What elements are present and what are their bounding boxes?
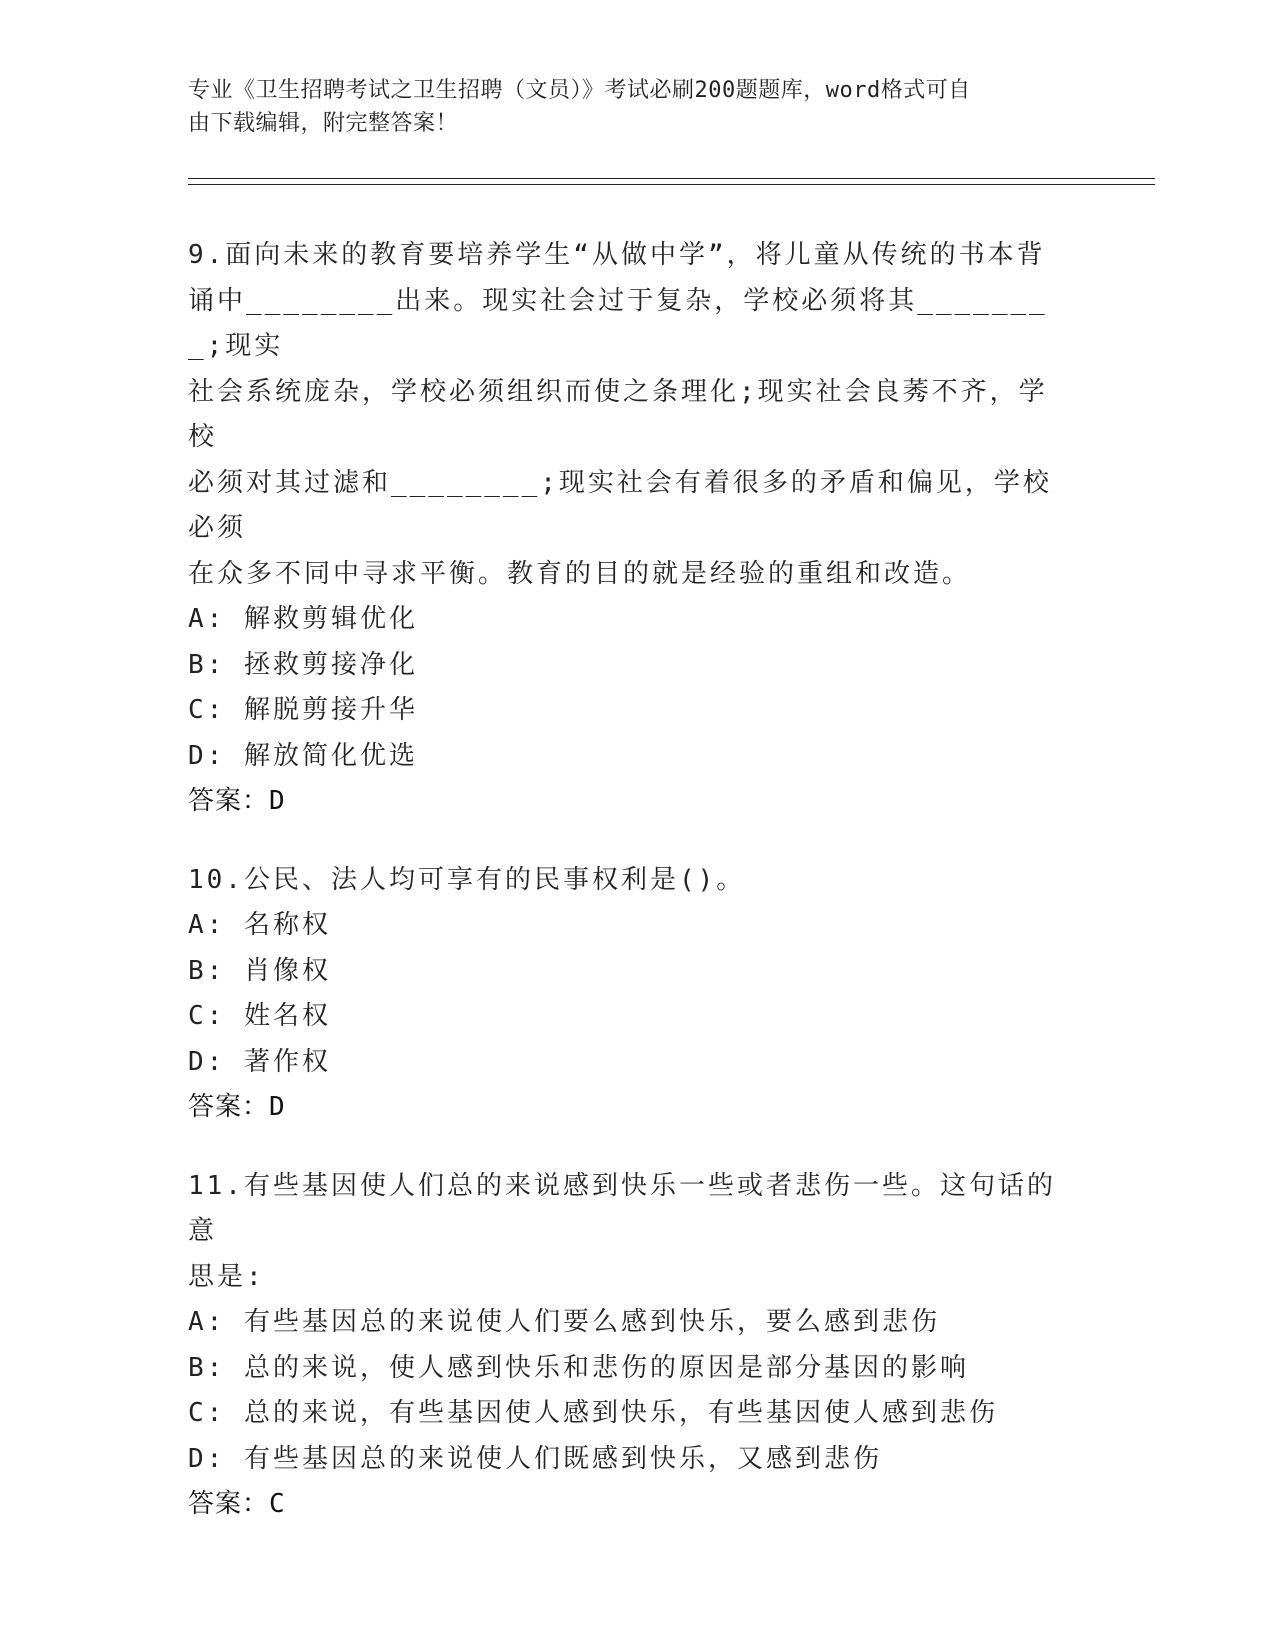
option-d: D: 著作权	[188, 1046, 331, 1077]
stem-line: 诵中________出来。现实社会过于复杂，学校必须将其________;现实	[188, 285, 1048, 361]
option-b: B: 肖像权	[188, 955, 331, 986]
option-c: C: 总的来说，有些基因使人感到快乐，有些基因使人感到悲伤	[188, 1398, 998, 1428]
stem-line: 9.面向未来的教育要培养学生“从做中学”，将儿童从传统的书本背	[188, 240, 1046, 270]
option-b: B: 总的来说，使人感到快乐和悲伤的原因是部分基因的影响	[188, 1352, 969, 1383]
option-d: D: 解放简化优选	[188, 740, 418, 771]
question-10	[188, 858, 1083, 1131]
header-line-2: 由下载编辑，附完整答案！	[188, 111, 459, 136]
header-line-1: 专业《卫生招聘考试之卫生招聘（文员）》考试必刷200题题库，word格式可自	[188, 78, 971, 103]
answer-text: 答案：D	[188, 1092, 286, 1122]
header-divider-top	[188, 178, 1155, 179]
option-a: A: 名称权	[188, 910, 331, 940]
option-b: B: 拯救剪接净化	[188, 649, 418, 680]
question-stem	[188, 1164, 1068, 1301]
answer-text: 答案：C	[188, 1489, 286, 1519]
question-9	[188, 233, 1083, 825]
stem-line: 11.有些基因使人们总的来说感到快乐一些或者悲伤一些。这句话的意	[188, 1170, 1056, 1246]
option-a: A: 解救剪辑优化	[188, 604, 418, 634]
question-list	[188, 233, 1083, 1561]
answer-text: 答案：D	[188, 786, 286, 816]
stem-line: 思是:	[188, 1261, 265, 1292]
header-divider-bottom	[188, 184, 1155, 185]
option-c: C: 解脱剪接升华	[188, 695, 418, 725]
stem-line: 必须对其过滤和________;现实社会有着很多的矛盾和偏见，学校必须	[188, 467, 1052, 543]
stem-line: 10.公民、法人均可享有的民事权利是()。	[188, 864, 746, 895]
option-c: C: 姓名权	[188, 1001, 331, 1031]
option-d: D: 有些基因总的来说使人们既感到快乐，又感到悲伤	[188, 1443, 882, 1474]
option-a: A: 有些基因总的来说使人们要么感到快乐，要么感到悲伤	[188, 1307, 940, 1337]
question-11	[188, 1164, 1083, 1528]
stem-line: 社会系统庞杂，学校必须组织而使之条理化;现实社会良莠不齐，学校	[188, 376, 1048, 452]
stem-line: 在众多不同中寻求平衡。教育的目的就是经验的重组和改造。	[188, 558, 972, 589]
question-stem	[188, 233, 1068, 597]
document-header	[188, 74, 1068, 140]
question-stem	[188, 858, 1083, 904]
